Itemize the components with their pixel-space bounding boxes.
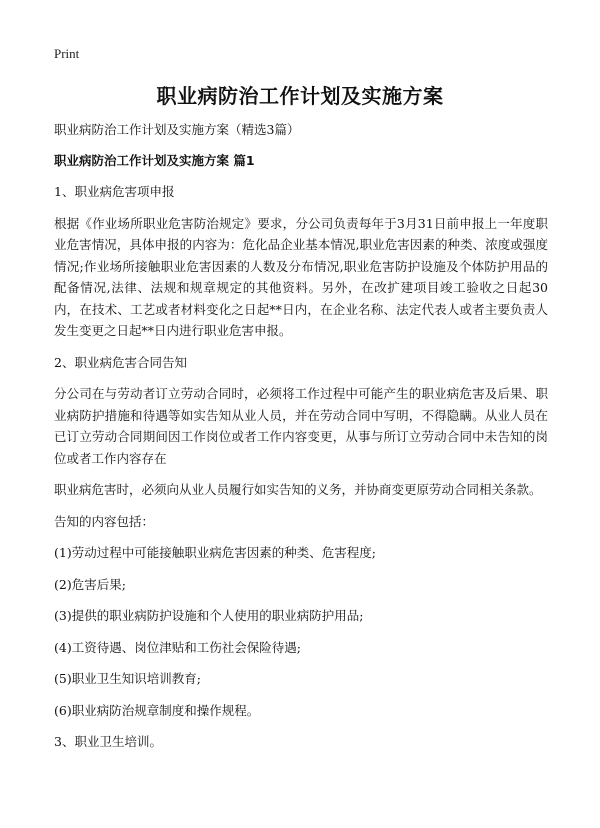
- item2-heading: 2、职业病危害合同告知: [54, 354, 187, 370]
- notify-item: (4)工资待遇、岗位津贴和工伤社会保险待遇;: [54, 639, 301, 655]
- notify-intro: 告知的内容包括：: [54, 513, 155, 529]
- notify-item: (3)提供的职业病防护设施和个人使用的职业病防护用品;: [54, 608, 364, 623]
- section-heading: 职业病防治工作计划及实施方案 篇1: [54, 152, 255, 168]
- print-label[interactable]: Print: [54, 46, 80, 61]
- notify-item: (6)职业病防治规章制度和操作规程。: [54, 702, 260, 718]
- notify-item: (5)职业卫生知识培训教育;: [54, 671, 201, 686]
- item3-heading: 3、职业卫生培训。: [54, 734, 162, 749]
- item2-paragraph-2: 职业病危害时，必须向从业人员履行如实告知的义务，并协商变更原劳动合同相关条款。: [54, 482, 542, 497]
- document-subtitle: 职业病防治工作计划及实施方案（精选3篇）: [54, 122, 300, 137]
- notify-item: (2)危害后果;: [54, 576, 126, 592]
- item2-paragraph-1: 分公司在与劳动者订立劳动合同时，必须将工作过程中可能产生的职业病危害及后果、职业病防护措施和待遇等如实告知从业人员，并在劳动合同中写明，不得隐瞒。从业人员在已订立劳动合同期间因工作岗位或者工作内容变更，从事与所订立劳动合同中未告知的岗位或者工作内容存在: [54, 386, 548, 466]
- notify-item: (1)劳动过程中可能接触职业病危害因素的种类、危害程度;: [54, 545, 376, 560]
- item1-paragraph: 根据《作业场所职业危害防治规定》要求，分公司负责每年于3月31日前申报上一年度职业危害情况，具体申报的内容为：危化品企业基本情况,职业危害因素的种类、浓度或强度情况;作业场所接触职业危害因素的人数及分布情况,职业危害防护设施及个体防护用品的配备情况,法律、法规和规章规定的其他资料。另外，在改扩建项目竣工验收之日起30内，在技术、工艺或者材料变化之日起**日内，在企业名称、法定代表人或者主要负责人发生变更之日起**日内进行职业危害申报。: [54, 215, 548, 338]
- document-body: [54, 119, 548, 763]
- document-title: 职业病防治工作计划及实施方案: [156, 84, 444, 108]
- item1-heading: 1、职业病危害项申报: [54, 184, 175, 199]
